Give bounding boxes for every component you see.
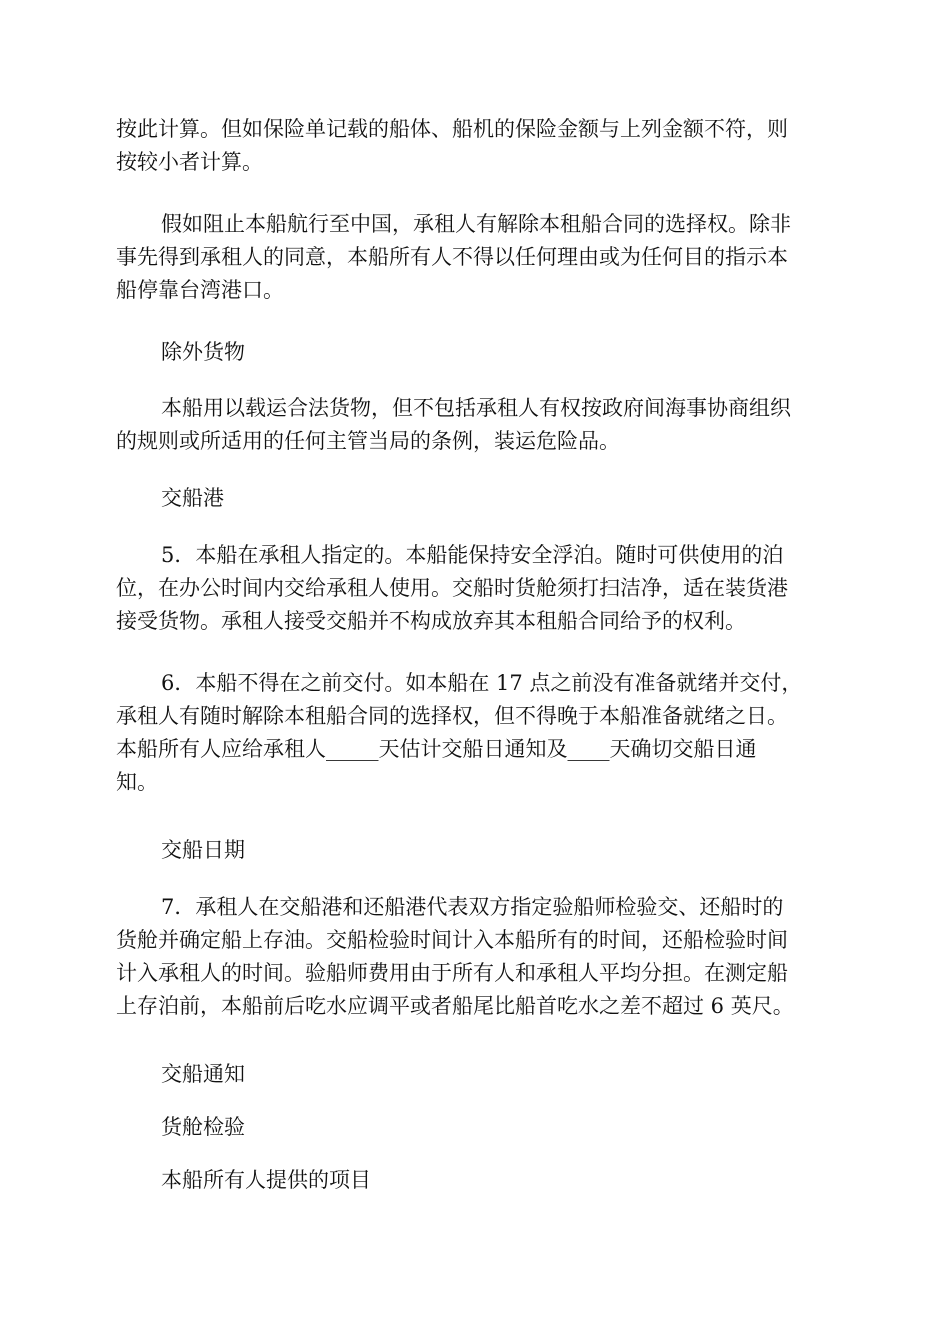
text-line: 船停靠台湾港口。 [116,278,284,302]
text-line: 7．承租人在交船港和还船港代表双方指定验船师检验交、还船时的 [161,895,784,919]
text-line: 接受货物。承租人接受交船并不构成放弃其本租船合同给予的权利。 [116,609,746,633]
section-heading: 交船港 [161,486,224,510]
section-heading: 交船日期 [161,838,245,862]
section-heading: 交船通知 [161,1062,245,1086]
text-line: 按较小者计算。 [116,150,263,174]
paragraph-clause-7 [116,891,836,1023]
text-line: 假如阻止本船航行至中国，承租人有解除本租船合同的选择权。除非 [161,212,791,236]
paragraph-clause-5 [116,539,836,638]
heading-delivery-notice [116,1058,836,1091]
section-heading: 除外货物 [161,340,245,364]
text-line: 位，在办公时间内交给承租人使用。交船时货舱须打扫洁净，适在装货港 [116,576,788,600]
heading-delivery-date [116,834,836,867]
heading-delivery-port [116,482,836,515]
paragraph-china-voyage [116,208,836,307]
text-line: 事先得到承租人的同意，本船所有人不得以任何理由或为任何目的指示本 [116,245,788,269]
paragraph-insurance-calculation [116,113,836,179]
text-line: 5．本船在承租人指定的。本船能保持安全浮泊。随时可供使用的泊 [161,543,784,567]
paragraph-clause-6 [116,667,836,799]
section-heading: 货舱检验 [161,1115,245,1139]
text-line: 上存泊前，本船前后吃水应调平或者船尾比船首吃水之差不超过 6 英尺。 [116,994,794,1018]
text-line: 本船用以载运合法货物，但不包括承租人有权按政府间海事协商组织 [161,396,791,420]
text-line: 承租人有随时解除本租船合同的选择权，但不得晚于本船准备就绪之日。 [116,704,788,728]
heading-hold-inspection [116,1111,836,1144]
text-line: 货舱并确定船上存油。交船检验时间计入本船所有的时间，还船检验时间 [116,928,788,952]
heading-owner-provided-items [116,1164,836,1197]
section-heading: 本船所有人提供的项目 [161,1168,371,1192]
text-line: 按此计算。但如保险单记载的船体、船机的保险金额与上列金额不符，则 [116,117,788,141]
text-line: 知。 [116,770,158,794]
text-line: 6．本船不得在之前交付。如本船在 17 点之前没有准备就绪并交付， [161,671,803,695]
text-line: 的规则或所适用的任何主管当局的条例，装运危险品。 [116,429,620,453]
text-line: 本船所有人应给承租人_____天估计交船日通知及____天确切交船日通 [116,737,757,761]
heading-excluded-cargo [116,336,836,369]
text-line: 计入承租人的时间。验船师费用由于所有人和承租人平均分担。在测定船 [116,961,788,985]
paragraph-lawful-cargo [116,392,836,458]
